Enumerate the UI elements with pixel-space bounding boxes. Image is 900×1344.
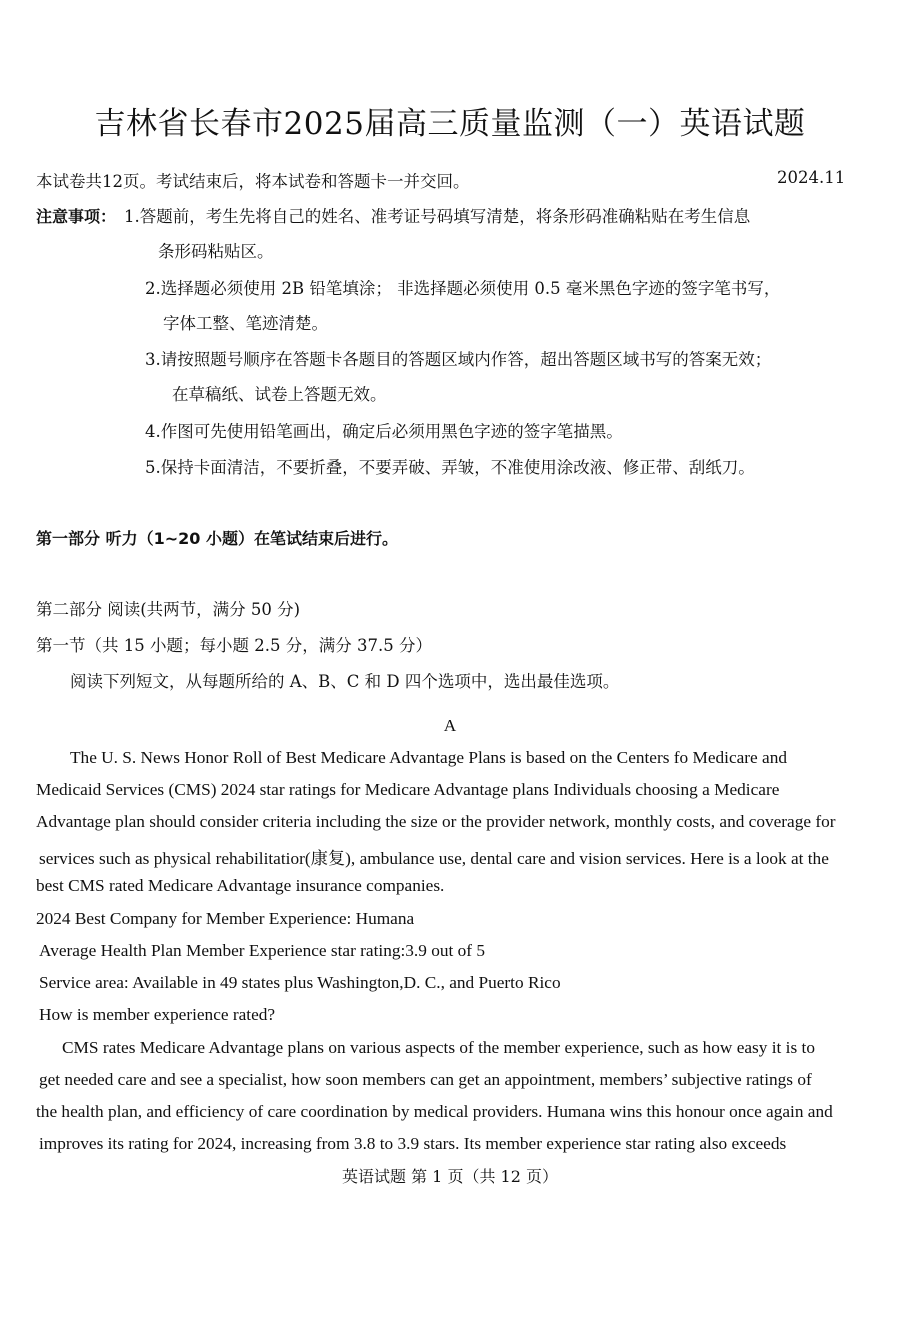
notes-heading: 注意事项： bbox=[36, 207, 117, 226]
passage-p1-line-1: The U. S. News Honor Roll of Best Medicare Advantage Plans is based on the Centers fo Medicare and bbox=[70, 748, 788, 767]
rating-line: Average Health Plan Member Experience star rating:3.9 out of 5 bbox=[39, 941, 485, 960]
intro-text: 本试卷共12页。考试结束后，将本试卷和答题卡一并交回。 bbox=[36, 172, 470, 191]
passage-p1-line-5: best CMS rated Medicare Advantage insurance companies. bbox=[36, 876, 445, 895]
part-one-heading: 第一部分 听力（1~20 小题）在笔试结束后进行。 bbox=[36, 529, 398, 548]
section-one-heading: 第一节（共 15 小题；每小题 2.5 分，满分 37.5 分） bbox=[36, 636, 432, 655]
passage-p2-line-2: get needed care and see a specialist, how soon members can get an appointment, members’ subjective ratings of bbox=[39, 1070, 812, 1089]
service-area-line: Service area: Available in 49 states plus Washington,D. C., and Puerto Rico bbox=[39, 973, 561, 992]
passage-label: A bbox=[443, 716, 457, 735]
part-two-heading: 第二部分 阅读(共两节，满分 50 分) bbox=[36, 600, 301, 619]
page-title: 吉林省长春市2025届高三质量监测（一）英语试题 bbox=[94, 106, 806, 142]
note-3-line-1: 3.请按照题号顺序在答题卡各题目的答题区域内作答，超出答题区域书写的答案无效； bbox=[145, 350, 772, 369]
note-1-line-1: 1.答题前，考生先将自己的姓名、准考证号码填写清楚，将条形码准确粘贴在考生信息 bbox=[124, 207, 751, 226]
note-2-line-2: 字体工整、笔迹清楚。 bbox=[163, 314, 328, 333]
question-line: How is member experience rated? bbox=[39, 1005, 276, 1024]
passage-p2-line-3: the health plan, and efficiency of care coordination by medical providers. Humana wins this honour once again and bbox=[36, 1102, 833, 1121]
reading-instruction: 阅读下列短文，从每题所给的 A、B、C 和 D 四个选项中，选出最佳选项。 bbox=[70, 672, 620, 691]
passage-p1-line-2: Medicaid Services (CMS) 2024 star ratings for Medicare Advantage plans Individuals choosing a Medicare bbox=[36, 780, 780, 799]
note-5: 5.保持卡面清洁，不要折叠，不要弄破、弄皱，不准使用涂改液、修正带、刮纸刀。 bbox=[145, 458, 755, 477]
note-4: 4.作图可先使用铅笔画出，确定后必须用黑色字迹的签字笔描黑。 bbox=[145, 422, 623, 441]
note-1-line-2: 条形码粘贴区。 bbox=[158, 242, 274, 261]
page-footer: 英语试题 第 1 页（共 12 页） bbox=[342, 1167, 558, 1186]
note-2-line-1: 2.选择题必须使用 2B 铅笔填涂； 非选择题必须使用 0.5 毫米黑色字迹的签字笔书写， bbox=[145, 279, 781, 298]
exam-date: 2024.11 bbox=[777, 168, 846, 187]
note-3-line-2: 在草稿纸、试卷上答题无效。 bbox=[172, 385, 387, 404]
passage-p1-line-3: Advantage plan should consider criteria including the size or the provider network, monthly costs, and coverage for bbox=[36, 812, 836, 831]
passage-p1-line-4: services such as physical rehabilitatior(康复), ambulance use, dental care and vision services. Here is a look at the bbox=[39, 849, 829, 868]
passage-p2-line-4: improves its rating for 2024, increasing from 3.8 to 3.9 stars. Its member experience star rating also exceeds bbox=[39, 1134, 787, 1153]
company-line: 2024 Best Company for Member Experience: Humana bbox=[36, 909, 415, 928]
passage-p2-line-1: CMS rates Medicare Advantage plans on various aspects of the member experience, such as how easy it is to bbox=[62, 1038, 815, 1057]
